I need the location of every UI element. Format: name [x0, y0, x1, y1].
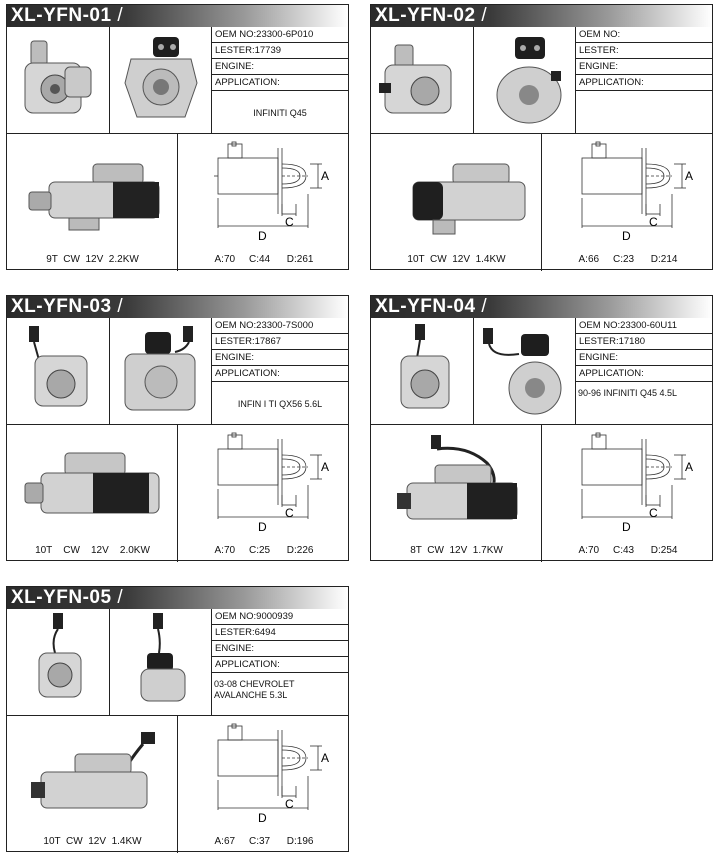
oem-value: 9000939	[256, 611, 294, 622]
engine-row	[575, 59, 713, 75]
dimension-diagram	[178, 716, 350, 853]
oem-value: 23300-6P010	[256, 29, 314, 40]
starter-rear-photo	[109, 609, 212, 715]
application-row	[211, 75, 349, 91]
dimension-diagram	[542, 425, 714, 562]
dim-d-label: D	[258, 229, 267, 243]
lester-value: 17739	[254, 45, 282, 56]
application-value: 90-96 INFINITI Q45 4.5L	[578, 388, 678, 398]
dims-text: A:66 C:23 D:214	[578, 254, 678, 265]
oem-row	[575, 27, 713, 43]
oem-row	[575, 318, 713, 334]
engine-row	[211, 350, 349, 366]
lester-row	[211, 43, 349, 59]
product-card	[370, 295, 713, 561]
dim-c-label: C	[649, 506, 658, 520]
dim-a-label: A	[321, 169, 330, 183]
oem-label: OEM NO:	[215, 320, 257, 331]
title-slash: /	[117, 5, 124, 26]
oem-value: 23300-7S000	[256, 320, 314, 331]
starter-front-photo	[7, 27, 110, 133]
application-label: APPLICATION:	[215, 368, 280, 379]
engine-row	[211, 59, 349, 75]
dims-text: A:70 C:43 D:254	[578, 545, 678, 556]
application-value: INFINITI Q45	[253, 107, 307, 118]
application-row	[575, 366, 713, 382]
application-value: 03-08 CHEVROLET AVALANCHE 5.3L	[214, 679, 295, 700]
oem-label: OEM NO:	[579, 29, 621, 40]
oem-label: OEM NO:	[215, 611, 257, 622]
starter-rear-photo	[473, 318, 576, 424]
dims-text: A:67 C:37 D:196	[214, 836, 314, 847]
spec-text: 10T CW 12V 1.4KW	[43, 836, 142, 847]
starter-side-photo	[7, 134, 178, 271]
application-label: APPLICATION:	[215, 77, 280, 88]
dim-d-label: D	[622, 229, 631, 243]
product-card	[6, 4, 349, 270]
card-header	[371, 5, 712, 27]
dim-c-label: C	[285, 215, 294, 229]
starter-front-photo	[7, 318, 110, 424]
engine-row	[211, 641, 349, 657]
card-title: XL-YFN-04	[375, 296, 476, 317]
lester-row	[575, 43, 713, 59]
info-table	[211, 318, 349, 424]
application-label: APPLICATION:	[215, 659, 280, 670]
lester-value: 6494	[254, 627, 276, 638]
dims-text: A:70 C:25 D:226	[214, 545, 314, 556]
spec-text: 8T CW 12V 1.7KW	[410, 545, 503, 556]
engine-label: ENGINE:	[215, 61, 255, 72]
info-table	[575, 318, 713, 424]
application-row	[211, 657, 349, 673]
starter-rear-photo	[473, 27, 576, 133]
spec-text: 10T CW 12V 2.0KW	[35, 545, 150, 556]
dim-c-label: C	[285, 506, 294, 520]
engine-row	[575, 350, 713, 366]
starter-front-photo	[371, 27, 474, 133]
dim-d-label: D	[622, 520, 631, 534]
starter-front-photo	[7, 609, 110, 715]
dims-text: A:70 C:44 D:261	[214, 254, 314, 265]
info-table	[211, 609, 349, 715]
product-card	[6, 295, 349, 561]
application-value: INFIN I TI QX56 5.6L	[237, 398, 323, 409]
application-row	[575, 75, 713, 91]
dimension-diagram	[178, 134, 350, 271]
dim-d-label: D	[258, 520, 267, 534]
title-slash: /	[117, 587, 124, 608]
title-slash: /	[481, 296, 488, 317]
oem-row	[211, 27, 349, 43]
engine-label: ENGINE:	[215, 352, 255, 363]
card-title: XL-YFN-02	[375, 5, 476, 26]
card-header	[7, 5, 348, 27]
dim-c-label: C	[285, 797, 294, 811]
lester-label: LESTER:	[215, 627, 255, 638]
application-value	[575, 93, 713, 133]
application-label: APPLICATION:	[579, 77, 644, 88]
engine-label: ENGINE:	[215, 643, 255, 654]
oem-value: 23300-60U11	[620, 320, 678, 331]
oem-row	[211, 318, 349, 334]
dim-a-label: A	[685, 460, 694, 474]
card-header	[7, 587, 348, 609]
info-table	[211, 27, 349, 133]
lester-row	[211, 334, 349, 350]
title-slash: /	[117, 296, 124, 317]
starter-rear-photo	[109, 318, 212, 424]
card-title: XL-YFN-05	[11, 587, 112, 608]
oem-row	[211, 609, 349, 625]
lester-label: LESTER:	[579, 336, 619, 347]
card-title: XL-YFN-01	[11, 5, 112, 26]
dim-a-label: A	[321, 751, 330, 765]
spec-text: 10T CW 12V 1.4KW	[407, 254, 506, 265]
starter-side-photo	[371, 134, 542, 271]
starter-rear-photo	[109, 27, 212, 133]
starter-side-photo	[371, 425, 542, 562]
starter-side-photo	[7, 716, 178, 853]
oem-label: OEM NO:	[215, 29, 257, 40]
lester-label: LESTER:	[215, 336, 255, 347]
oem-label: OEM NO:	[579, 320, 621, 331]
dim-a-label: A	[321, 460, 330, 474]
application-row	[211, 366, 349, 382]
lester-value: 17867	[254, 336, 282, 347]
lester-row	[575, 334, 713, 350]
product-card	[6, 586, 349, 852]
dim-d-label: D	[258, 811, 267, 825]
engine-label: ENGINE:	[579, 61, 619, 72]
starter-front-photo	[371, 318, 474, 424]
card-title: XL-YFN-03	[11, 296, 112, 317]
info-table	[575, 27, 713, 133]
product-card	[370, 4, 713, 270]
starter-side-photo	[7, 425, 178, 562]
application-label: APPLICATION:	[579, 368, 644, 379]
card-header	[371, 296, 712, 318]
dim-c-label: C	[649, 215, 658, 229]
card-header	[7, 296, 348, 318]
dimension-diagram	[542, 134, 714, 271]
spec-text: 9T CW 12V 2.2KW	[46, 254, 139, 265]
lester-label: LESTER:	[215, 45, 255, 56]
engine-label: ENGINE:	[579, 352, 619, 363]
lester-row	[211, 625, 349, 641]
lester-value: 17180	[618, 336, 646, 347]
title-slash: /	[481, 5, 488, 26]
dimension-diagram	[178, 425, 350, 562]
lester-label: LESTER:	[579, 45, 619, 56]
dim-a-label: A	[685, 169, 694, 183]
